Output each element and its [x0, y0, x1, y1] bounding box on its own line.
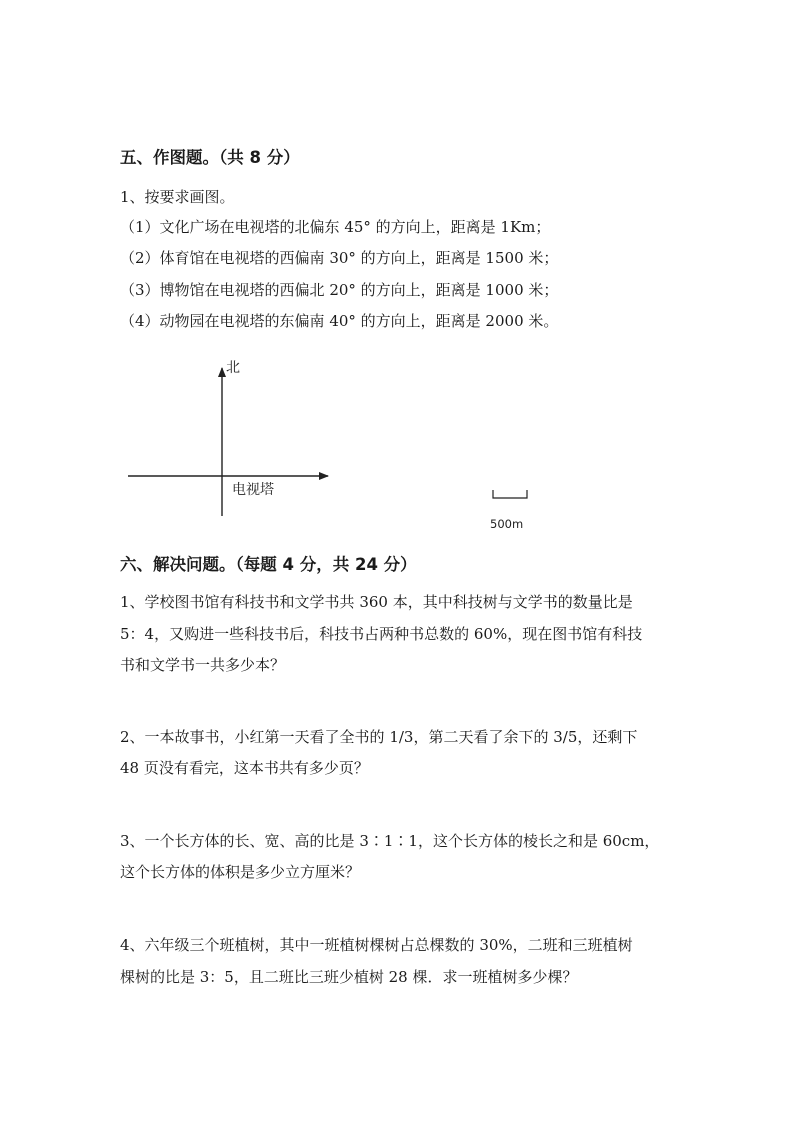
- problem-1-line-2: 5：4，又购进一些科技书后，科技书占两种书总数的 60%，现在图书馆有科技: [120, 625, 643, 643]
- problem-4-line-2: 棵树的比是 3：5，且二班比三班少植树 28 棵．求一班植树多少棵？: [120, 968, 578, 986]
- problem-2-line-2: 48 页没有看完，这本书共有多少页？: [120, 759, 369, 777]
- problem-1-line-3: 书和文学书一共多少本？: [120, 656, 286, 674]
- tv-tower-label: 电视塔: [232, 482, 274, 498]
- section5-item-4: （4）动物园在电视塔的东偏南 40° 的方向上，距离是 2000 米。: [120, 312, 559, 330]
- problem-3-line-2: 这个长方体的体积是多少立方厘米？: [120, 863, 361, 881]
- problem-3-line-1: 3、一个长方体的长、宽、高的比是 3∶1∶1，这个长方体的棱长之和是 60cm，: [120, 832, 660, 850]
- section6-heading: 六、解决问题。（每题 4 分，共 24 分）: [120, 555, 417, 574]
- section5-item-1: （1）文化广场在电视塔的北偏东 45° 的方向上，距离是 1Km；: [120, 218, 551, 236]
- section5-item-3: （3）博物馆在电视塔的西偏北 20° 的方向上，距离是 1000 米；: [120, 281, 559, 299]
- scale-bar: [493, 490, 527, 498]
- scale-label: 500m: [490, 517, 524, 531]
- section5-intro: 1、按要求画图。: [120, 188, 235, 206]
- section5-heading: 五、作图题。（共 8 分）: [120, 148, 300, 167]
- problem-2-line-1: 2、一本故事书，小红第一天看了全书的 1/3，第二天看了余下的 3/5，还剩下: [120, 728, 638, 746]
- problem-1-line-1: 1、学校图书馆有科技书和文学书共 360 本，其中科技树与文学书的数量比是: [120, 593, 633, 611]
- north-label: 北: [226, 360, 240, 376]
- section5-item-2: （2）体育馆在电视塔的西偏南 30° 的方向上，距离是 1500 米；: [120, 249, 559, 267]
- problem-4-line-1: 4、六年级三个班植树，其中一班植树棵树占总棵数的 30%，二班和三班植树: [120, 936, 633, 954]
